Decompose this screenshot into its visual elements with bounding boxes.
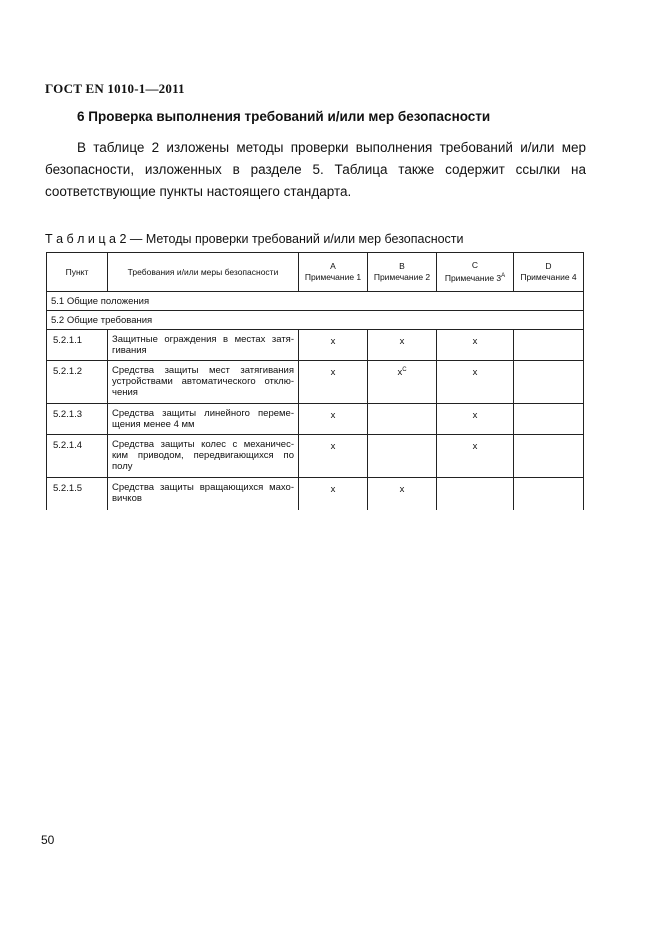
row-mark-a: x [299, 361, 368, 404]
header-b-letter: B [399, 261, 405, 271]
table-header-row [47, 253, 584, 292]
row-mark-b [368, 361, 437, 404]
header-requirements: Требования и/или меры безопасности [108, 253, 299, 292]
mark-b-value: x [399, 336, 405, 348]
header-method-d [514, 253, 584, 292]
row-mark-c [437, 478, 514, 510]
row-mark-b [368, 435, 437, 478]
row-requirement: Средства защиты колес с механичес-ким приводом, передвигающихся по полу [108, 435, 299, 478]
row-mark-d [514, 361, 584, 404]
row-item: 5.2.1.5 [47, 478, 108, 510]
header-a-note: Примечание 1 [304, 272, 362, 282]
row-mark-d [514, 330, 584, 361]
standard-header: ГОСТ EN 1010-1—2011 [45, 81, 185, 96]
row-mark-a: x [299, 404, 368, 435]
row-mark-d [514, 478, 584, 510]
header-d-note: Примечание 4 [520, 272, 577, 282]
table-row [47, 435, 584, 478]
header-b-note: Примечание 2 [373, 272, 431, 282]
row-item: 5.2.1.1 [47, 330, 108, 361]
row-item: 5.2.1.4 [47, 435, 108, 478]
section-label: 5.2 Общие требования [47, 311, 584, 330]
row-mark-c: x [437, 435, 514, 478]
section-row [47, 292, 584, 311]
row-mark-a: x [299, 435, 368, 478]
header-method-a [299, 253, 368, 292]
paragraph-line-1: В таблице 2 изложены методы проверки выполнения требований и/или мер [77, 140, 586, 155]
table-row [47, 330, 584, 361]
row-mark-c: x [437, 330, 514, 361]
row-requirement: Защитные ограждения в местах затя-гивания [108, 330, 299, 361]
header-c-letter: C [471, 260, 479, 271]
table-row [47, 404, 584, 435]
paragraph-line-3: соответствующие пункты настоящего стандарта. [45, 184, 352, 199]
row-mark-c: x [437, 361, 514, 404]
row-item: 5.2.1.3 [47, 404, 108, 435]
section-label: 5.1 Общие положения [47, 292, 584, 311]
paragraph-line-2: безопасности, изложенных в разделе 5. Таблица также содержит ссылки на [45, 162, 586, 177]
header-c-superscript: A [501, 273, 506, 280]
row-mark-d [514, 404, 584, 435]
header-a-letter: A [330, 261, 336, 271]
header-method-b [368, 253, 437, 292]
row-mark-d [514, 435, 584, 478]
header-item: Пункт [47, 253, 108, 292]
row-mark-a: x [299, 330, 368, 361]
header-c-note: Примечание 3 [444, 272, 502, 283]
header-d-letter: D [545, 261, 552, 271]
mark-b-value: x [397, 367, 403, 379]
table-row [47, 361, 584, 404]
row-item: 5.2.1.2 [47, 361, 108, 404]
row-mark-a: x [299, 478, 368, 510]
mark-b-value: x [399, 484, 405, 496]
row-requirement: Средства защиты мест затягивания устройствами автоматического отклю-чения [108, 361, 299, 404]
page-number: 50 [41, 833, 55, 847]
row-mark-b [368, 478, 437, 510]
intro-paragraph [45, 137, 586, 203]
row-mark-c: x [437, 404, 514, 435]
row-mark-b [368, 330, 437, 361]
table-row [47, 478, 584, 510]
verification-table [46, 252, 584, 510]
table-caption: Т а б л и ц а 2 — Методы проверки требований и/или мер безопасности [45, 232, 464, 246]
section-row [47, 311, 584, 330]
mark-b-superscript: C [402, 367, 407, 373]
row-requirement: Средства защиты линейного переме-щения менее 4 мм [108, 404, 299, 435]
row-mark-b [368, 404, 437, 435]
row-requirement: Средства защиты вращающихся махо-вичков [108, 478, 299, 510]
section-heading: 6 Проверка выполнения требований и/или мер безопасности [77, 109, 491, 124]
header-method-c [437, 253, 514, 292]
